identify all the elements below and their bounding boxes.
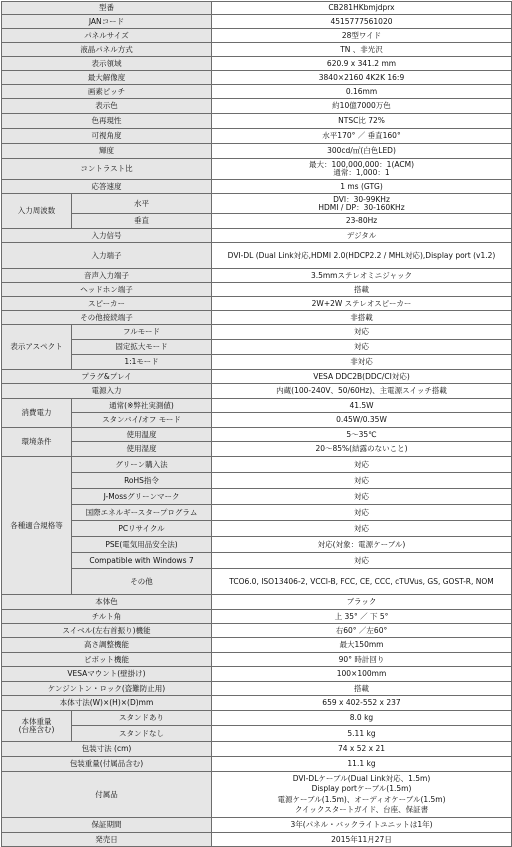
row-std-green — [2, 457, 512, 473]
row-input-freq-h — [2, 194, 512, 214]
label-aspect-fixed: 固定拡大モード — [72, 340, 212, 355]
value-std-pse: 対応(対象：電源ケーブル) — [212, 537, 512, 553]
row-panel-size — [2, 29, 512, 43]
row-release-date — [2, 833, 512, 847]
label-input-freq: 入力周波数 — [2, 194, 72, 229]
value-color-gamut: NTSC比 72% — [212, 114, 512, 129]
label-aspect: 表示アスペクト — [2, 325, 72, 370]
row-body-color — [2, 595, 512, 610]
row-display-area — [2, 57, 512, 71]
label-env-temp: 使用温度 — [72, 428, 212, 442]
value-aspect-fixed: 対応 — [212, 340, 512, 355]
label-tilt: チルト角 — [2, 610, 212, 624]
row-contrast — [2, 159, 512, 180]
row-input-terminal — [2, 243, 512, 269]
label-std-windows7: Compatible with Windows 7 — [72, 553, 212, 569]
value-aspect-1to1: 非対応 — [212, 355, 512, 370]
value-response-time: 1 ms (GTG) — [212, 180, 512, 194]
value-std-energy-star: 対応 — [212, 505, 512, 521]
value-std-windows7: 対応 — [212, 553, 512, 569]
value-std-jmoss: 対応 — [212, 489, 512, 505]
value-package-weight: 11.1 kg — [212, 757, 512, 772]
value-std-pc-recycle: 対応 — [212, 521, 512, 537]
row-std-windows7 — [2, 553, 512, 569]
value-display-area: 620.9 x 341.2 mm — [212, 57, 512, 71]
label-brightness: 輝度 — [2, 144, 212, 159]
row-weight-without-stand — [2, 726, 512, 742]
row-jan — [2, 15, 512, 29]
row-color-gamut — [2, 114, 512, 129]
label-swivel: スイベル(左右首振り)機能 — [2, 624, 212, 638]
label-input-signal: 入力信号 — [2, 229, 212, 243]
accessory-item: クイックスタートガイド、台座、保証書 — [294, 805, 429, 814]
row-swivel — [2, 624, 512, 638]
value-weight-without-stand: 5.11 kg — [212, 726, 512, 742]
value-std-green: 対応 — [212, 457, 512, 473]
label-display-colors: 表示色 — [2, 99, 212, 114]
value-input-signal: デジタル — [212, 229, 512, 243]
value-max-resolution: 3840×2160 4K2K 16:9 — [212, 71, 512, 85]
accessory-item: 電源ケーブル(1.5m)、オーディオケーブル(1.5m) — [277, 794, 446, 804]
row-accessories — [2, 772, 512, 818]
row-power-standby — [2, 413, 512, 428]
label-std-green: グリーン購入法 — [72, 457, 212, 473]
row-pivot — [2, 653, 512, 667]
label-audio-input: 音声入力端子 — [2, 269, 212, 283]
label-environment: 環境条件 — [2, 428, 72, 457]
row-power-normal — [2, 399, 512, 413]
label-contrast: コントラスト比 — [2, 159, 212, 180]
label-jan: JANコード — [2, 15, 212, 29]
value-pivot: 90° 時計回り — [212, 653, 512, 667]
value-power-standby: 0.45W/0.35W — [212, 413, 512, 428]
value-brightness: 300cd/㎡(白色LED) — [212, 144, 512, 159]
value-contrast — [212, 159, 512, 180]
label-display-area: 表示領域 — [2, 57, 212, 71]
row-input-signal — [2, 229, 512, 243]
row-brightness — [2, 144, 512, 159]
label-pixel-pitch: 画素ピッチ — [2, 85, 212, 99]
label-std-others: その他 — [72, 569, 212, 595]
row-display-colors — [2, 99, 512, 114]
label-input-freq-v: 垂直 — [72, 214, 212, 229]
row-headphone — [2, 283, 512, 297]
row-std-rohs — [2, 473, 512, 489]
row-tilt — [2, 610, 512, 624]
label-standards: 各種適合規格等 — [2, 457, 72, 595]
label-warranty: 保証期間 — [2, 818, 212, 833]
value-height-adjust: 最大150mm — [212, 638, 512, 653]
row-vesa — [2, 667, 512, 682]
row-aspect-fixed — [2, 340, 512, 355]
value-headphone: 搭載 — [212, 283, 512, 297]
value-kensington: 搭載 — [212, 682, 512, 696]
row-package-weight — [2, 757, 512, 772]
row-std-others — [2, 569, 512, 595]
row-package-size — [2, 742, 512, 757]
label-dimensions: 本体寸法(W)×(H)×(D)mm — [2, 696, 212, 711]
freq-hdmi-dp: HDMI / DP：30-160KHz — [318, 202, 405, 212]
value-package-size: 74 x 52 x 21 — [212, 742, 512, 757]
label-body-color: 本体色 — [2, 595, 212, 610]
row-plug-play — [2, 370, 512, 384]
label-weight-line1: 本体重量 — [21, 717, 52, 726]
label-aspect-full: フルモード — [72, 325, 212, 340]
label-power-input: 電源入力 — [2, 384, 212, 399]
label-std-rohs: RoHS指令 — [72, 473, 212, 489]
contrast-normal: 通常：1,000：1 — [333, 168, 390, 177]
label-power-normal: 通常(※弊社実測値) — [72, 399, 212, 413]
label-viewing-angle: 可視角度 — [2, 129, 212, 144]
value-aspect-full: 対応 — [212, 325, 512, 340]
row-response-time — [2, 180, 512, 194]
label-model: 型番 — [2, 2, 212, 15]
value-audio-input: 3.5mmステレオミニジャック — [212, 269, 512, 283]
label-max-resolution: 最大解像度 — [2, 71, 212, 85]
label-std-pse: PSE(電気用品安全法) — [72, 537, 212, 553]
label-accessories: 付属品 — [2, 772, 212, 818]
row-model — [2, 2, 512, 15]
label-weight-without-stand: スタンドなし — [72, 726, 212, 742]
value-release-date: 2015年11月27日 — [212, 833, 512, 847]
value-swivel: 右60° ／左60° — [212, 624, 512, 638]
row-env-temp — [2, 428, 512, 442]
label-weight — [2, 711, 72, 742]
row-input-freq-v — [2, 214, 512, 229]
row-std-pse — [2, 537, 512, 553]
label-panel-size: パネルサイズ — [2, 29, 212, 43]
row-max-resolution — [2, 71, 512, 85]
value-warranty: 3年(パネル・バックライトユニットは1年) — [212, 818, 512, 833]
label-release-date: 発売日 — [2, 833, 212, 847]
accessory-item: Display portケーブル(1.5m) — [311, 784, 412, 793]
value-tilt: 上 35° ／ 下 5° — [212, 610, 512, 624]
value-plug-play: VESA DDC2B(DDC/CI対応) — [212, 370, 512, 384]
value-body-color: ブラック — [212, 595, 512, 610]
value-weight-with-stand: 8.0 kg — [212, 711, 512, 726]
label-package-size: 包装寸法 (cm) — [2, 742, 212, 757]
label-package-weight: 包装重量(付属品含む) — [2, 757, 212, 772]
value-std-rohs: 対応 — [212, 473, 512, 489]
value-viewing-angle: 水平170° ／ 垂直160° — [212, 129, 512, 144]
row-aspect-full — [2, 325, 512, 340]
row-weight-with-stand — [2, 711, 512, 726]
row-env-humidity — [2, 442, 512, 457]
value-input-freq-h — [212, 194, 512, 214]
value-env-humidity: 20～85%(結露のないこと) — [212, 442, 512, 457]
row-aspect-1to1 — [2, 355, 512, 370]
label-kensington: ケンジントン・ロック(盗難防止用) — [2, 682, 212, 696]
label-input-freq-h: 水平 — [72, 194, 212, 214]
label-power-consumption: 消費電力 — [2, 399, 72, 428]
label-weight-line2: (台座含む) — [18, 725, 55, 734]
label-input-terminal: 入力端子 — [2, 243, 212, 269]
value-vesa: 100×100mm — [212, 667, 512, 682]
value-input-terminal: DVI-DL (Dual Link対応,HDMI 2.0(HDCP2.2 / MHL対応),Display port (v1.2) — [212, 243, 512, 269]
value-input-freq-v: 23-80Hz — [212, 214, 512, 229]
row-kensington — [2, 682, 512, 696]
label-pivot: ピボット機能 — [2, 653, 212, 667]
value-std-others: TCO6.0, ISO13406-2, VCCI-B, FCC, CE, CCC, cTUVus, GS, GOST-R, NOM — [212, 569, 512, 595]
value-speaker: 2W+2W ステレオスピーカー — [212, 297, 512, 311]
label-other-ports: その他接続端子 — [2, 311, 212, 325]
label-vesa: VESAマウント(壁掛け) — [2, 667, 212, 682]
label-std-jmoss: J-Mossグリーンマーク — [72, 489, 212, 505]
label-aspect-1to1: 1:1モード — [72, 355, 212, 370]
label-color-gamut: 色再現性 — [2, 114, 212, 129]
value-lcd-type: TN 、非光沢 — [212, 43, 512, 57]
value-power-input: 内蔵(100-240V、50/60Hz)、主電源スイッチ搭載 — [212, 384, 512, 399]
row-other-ports — [2, 311, 512, 325]
value-other-ports: 非搭載 — [212, 311, 512, 325]
value-panel-size: 28型ワイド — [212, 29, 512, 43]
row-audio-input — [2, 269, 512, 283]
value-model: CB281HKbmjdprx — [212, 2, 512, 15]
label-height-adjust: 高さ調整機能 — [2, 638, 212, 653]
value-pixel-pitch: 0.16mm — [212, 85, 512, 99]
label-env-humidity: 使用湿度 — [72, 442, 212, 457]
label-weight-with-stand: スタンドあり — [72, 711, 212, 726]
row-power-input — [2, 384, 512, 399]
value-env-temp: 5～35℃ — [212, 428, 512, 442]
freq-dvi: DVI：30-99KHz — [333, 194, 390, 204]
spec-table — [1, 1, 512, 847]
row-viewing-angle — [2, 129, 512, 144]
value-display-colors: 約10億7000万色 — [212, 99, 512, 114]
label-power-standby: スタンバイ/オフ モード — [72, 413, 212, 428]
value-jan: 4515777561020 — [212, 15, 512, 29]
accessory-item: DVI-DLケーブル(Dual Link対応、1.5m) — [292, 773, 431, 783]
label-std-pc-recycle: PCリサイクル — [72, 521, 212, 537]
row-dimensions — [2, 696, 512, 711]
label-speaker: スピーカー — [2, 297, 212, 311]
row-std-energy-star — [2, 505, 512, 521]
label-std-energy-star: 国際エネルギースタープログラム — [72, 505, 212, 521]
row-warranty — [2, 818, 512, 833]
value-dimensions: 659 x 402-552 x 237 — [212, 696, 512, 711]
contrast-max: 最大：100,000,000：1(ACM) — [308, 160, 415, 169]
row-std-jmoss — [2, 489, 512, 505]
row-lcd-type — [2, 43, 512, 57]
value-accessories — [212, 772, 512, 818]
row-pixel-pitch — [2, 85, 512, 99]
value-power-normal: 41.5W — [212, 399, 512, 413]
row-height-adjust — [2, 638, 512, 653]
label-headphone: ヘッドホン端子 — [2, 283, 212, 297]
row-std-pc-recycle — [2, 521, 512, 537]
label-response-time: 応答速度 — [2, 180, 212, 194]
row-speaker — [2, 297, 512, 311]
label-lcd-type: 液晶パネル方式 — [2, 43, 212, 57]
label-plug-play: プラグ&プレイ — [2, 370, 212, 384]
